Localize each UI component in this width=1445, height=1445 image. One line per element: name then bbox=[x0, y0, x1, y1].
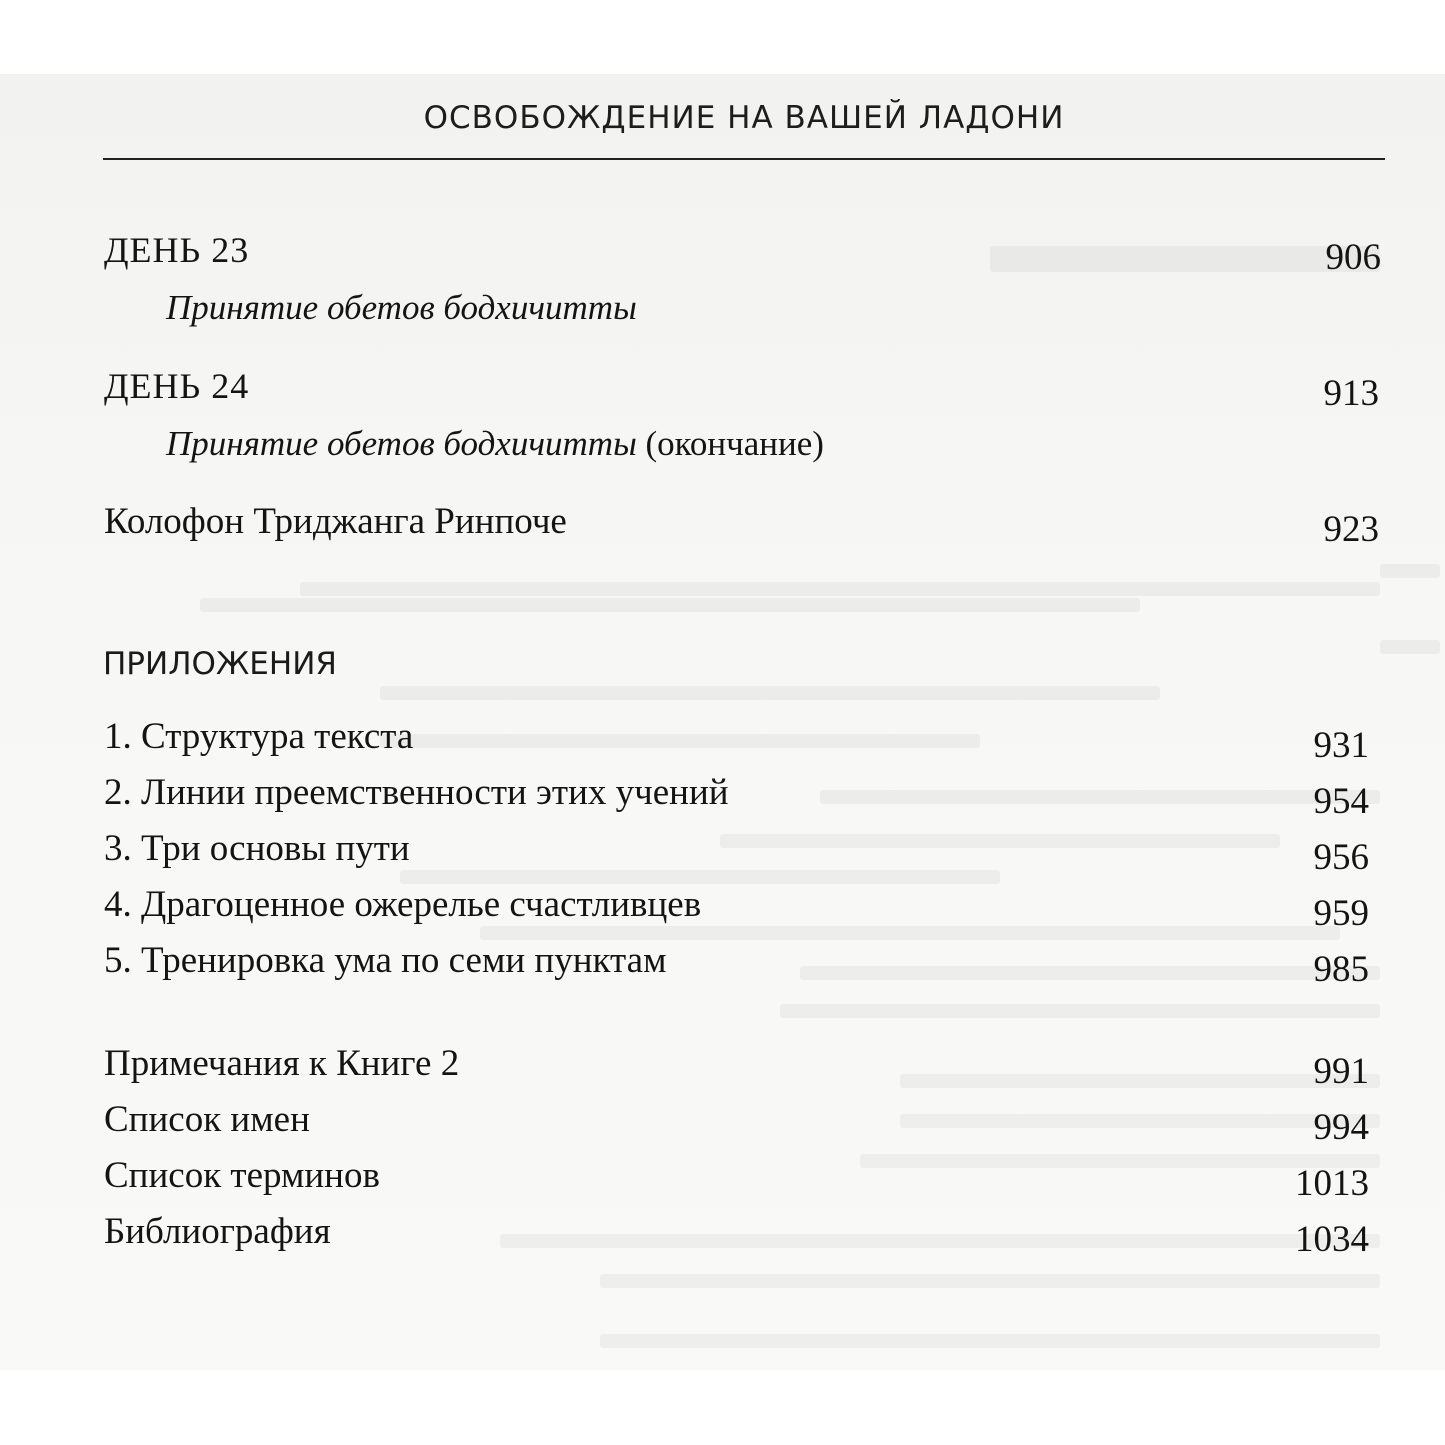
toc-entry-label: 4. Драгоценное ожерелье счастливцев bbox=[104, 884, 702, 925]
toc-day-subtitle bbox=[166, 422, 824, 466]
toc-day-label: ДЕНЬ 23 bbox=[104, 230, 250, 270]
book-page bbox=[0, 74, 1445, 1370]
toc-page-number: 985 bbox=[1313, 949, 1369, 990]
toc-page-number: 1034 bbox=[1295, 1219, 1369, 1260]
section-heading: ПРИЛОЖЕНИЯ bbox=[103, 646, 337, 682]
toc-page-number: 913 bbox=[1323, 373, 1379, 414]
toc-page-number: 994 bbox=[1313, 1107, 1369, 1148]
toc-page-number: 906 bbox=[1325, 237, 1381, 278]
toc-page-number: 923 bbox=[1323, 509, 1379, 550]
running-head: ОСВОБОЖДЕНИЕ НА ВАШЕЙ ЛАДОНИ bbox=[423, 100, 1065, 136]
toc-entry-label: 3. Три основы пути bbox=[104, 828, 410, 869]
toc-page-number: 959 bbox=[1313, 893, 1369, 934]
toc-page-number: 1013 bbox=[1295, 1163, 1369, 1204]
toc-entry-label: 1. Структура текста bbox=[104, 716, 414, 757]
toc-entry-label: Библиография bbox=[104, 1211, 331, 1252]
toc-entry-label: Колофон Триджанга Ринпоче bbox=[104, 501, 567, 542]
toc-entry-label: 5. Тренировка ума по семи пунктам bbox=[104, 940, 667, 981]
toc-entry-label: 2. Линии преемственности этих учений bbox=[104, 772, 729, 813]
subtitle-italic: Принятие обетов бодхичитты bbox=[166, 424, 637, 463]
toc-page-number: 956 bbox=[1313, 837, 1369, 878]
header-rule bbox=[103, 158, 1385, 160]
subtitle-note: (окончание) bbox=[645, 424, 824, 463]
subtitle-italic: Принятие обетов бодхичитты bbox=[166, 288, 637, 327]
toc-entry-label: Список имен bbox=[104, 1099, 310, 1140]
toc-page-number: 931 bbox=[1313, 725, 1369, 766]
toc-day-label: ДЕНЬ 24 bbox=[104, 366, 250, 406]
toc-entry-label: Примечания к Книге 2 bbox=[104, 1043, 460, 1084]
toc-entry-label: Список терминов bbox=[104, 1155, 380, 1196]
toc-page-number: 954 bbox=[1313, 781, 1369, 822]
toc-page-number: 991 bbox=[1313, 1051, 1369, 1092]
toc-day-subtitle bbox=[166, 286, 637, 330]
